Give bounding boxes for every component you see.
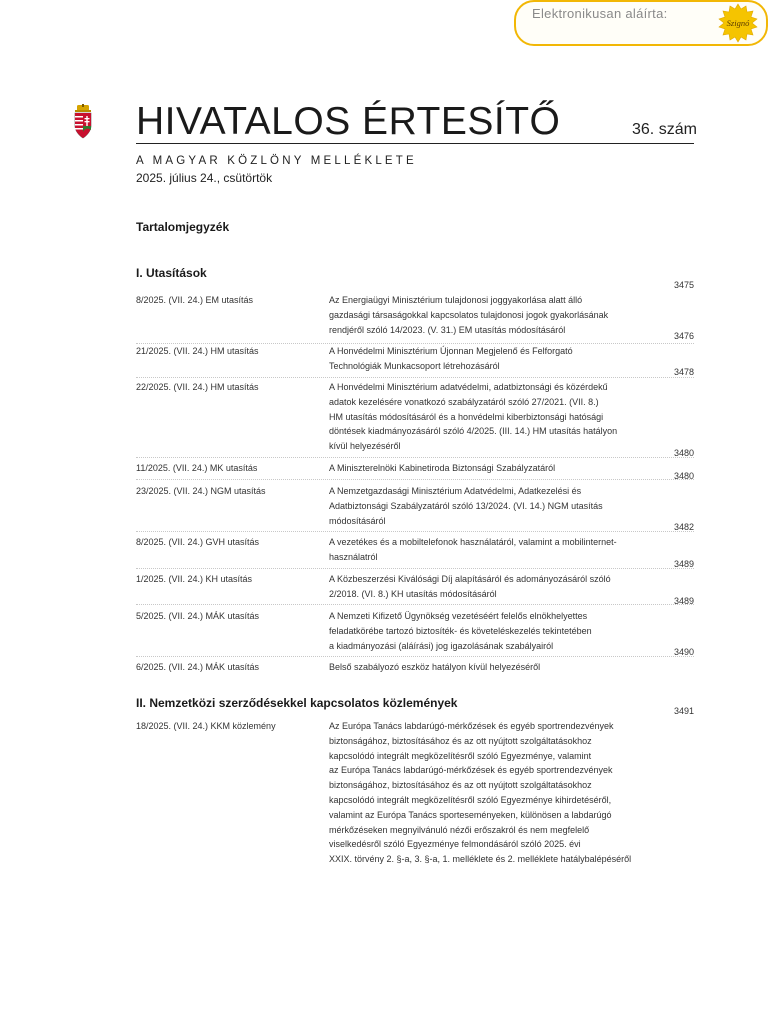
entry-divider <box>136 568 694 569</box>
entry-page-number: 3489 <box>673 596 694 607</box>
signature-label: Elektronikusan aláírta: <box>532 6 668 21</box>
entry-page-number: 3490 <box>673 647 694 658</box>
entry-reference: 8/2025. (VII. 24.) GVH utasítás <box>136 537 260 547</box>
header-divider <box>136 143 694 144</box>
entry-reference: 22/2025. (VII. 24.) HM utasítás <box>136 382 259 392</box>
entry-page-number: 3480 <box>673 448 694 459</box>
signature-seal-icon <box>718 3 758 43</box>
entry-description: A vezetékes és a mobiltelefonok használatáról, valamint a mobilinternet- használatról <box>329 537 617 562</box>
entry-divider <box>136 656 694 657</box>
entry-page-number: 3478 <box>673 367 694 378</box>
entry-reference: 6/2025. (VII. 24.) MÁK utasítás <box>136 662 260 672</box>
entry-description: A Nemzeti Kifizető Ügynökség vezetéséért felelős elnökhelyettes feladatkörébe tartozó biztosíték- és követeléskezelés tekintetében a kiadmányozási (aláírási) jog igazolásának szabályairól <box>329 611 592 651</box>
entry-reference: 18/2025. (VII. 24.) KKM közlemény <box>136 721 276 731</box>
entry-description: Az Energiaügyi Minisztérium tulajdonosi joggyakorlása alatt álló gazdasági társaságokkal kapcsolatos tulajdonosi jogok gyakorlásának rendjéről szóló 14/2023. (V. 31.) EM utasítás módosításáról <box>329 295 609 335</box>
entry-page-number: 3476 <box>673 331 694 342</box>
entry-description: Az Európa Tanács labdarúgó-mérkőzések és egyéb sportrendezvények biztonságához, biztosításához és az ott nyújtott szolgáltatásokhoz kapcsolódó integrált megközelítésről szóló Egyezménye, valamint az Európa Tanács labdarúgó-mérkőzések és egyéb sportrendezvények biztonságához, biztosításához és az ott nyújtott szolgáltatásokhoz kapcsolódó integrált megközelítésről szóló Egyezménye kihirdetéséről, valamint az Európa Tanács sporteseményeken, különösen a labdarúgó mérkőzéseken megnyilvánuló nézői erőszakról és nem megfelelő viselkedésről szóló Egyezménye felmondásáról szóló 2025. évi XXIX. törvény 2. §-a, 3. §-a, 1. melléklete és 2. melléklete hatálybalépéséről <box>329 721 632 865</box>
entry-description: A Nemzetgazdasági Minisztérium Adatvédelmi, Adatkezelési és Adatbiztonsági Szabályzatáról szóló 13/2024. (VI. 14.) NGM utasítás módosításáról <box>329 486 603 526</box>
entry-reference: 11/2025. (VII. 24.) MK utasítás <box>136 463 258 473</box>
issue-number: 36. szám <box>632 121 697 138</box>
entry-description: Belső szabályozó eszköz hatályon kívül helyezéséről <box>329 662 541 672</box>
entry-divider <box>136 531 694 532</box>
entry-description: A Honvédelmi Minisztérium adatvédelmi, adatbiztonsági és közérdekű adatok kezelésére vonatkozó szabályzatáról szóló 27/2021. (VII. 8.) HM utasítás módosításáról és a honvédelmi kiberbiztonsági hatósági döntések kiadmányozásáról szóló 4/2025. (III. 14.) HM utasítás hatályon kívül helyezéséről <box>329 382 618 452</box>
entry-page-number: 3491 <box>673 706 694 717</box>
entry-reference: 1/2025. (VII. 24.) KH utasítás <box>136 574 253 584</box>
entry-description: A Közbeszerzési Kiválósági Díj alapításáról és adományozásáról szóló 2/2018. (VI. 8.) KH utasítás módosításáról <box>329 574 611 599</box>
publication-subtitle: A MAGYAR KÖZLÖNY MELLÉKLETE <box>136 155 417 167</box>
entry-divider <box>136 604 694 605</box>
entry-divider <box>136 377 694 378</box>
entry-reference: 21/2025. (VII. 24.) HM utasítás <box>136 346 259 356</box>
section-heading-nemzetkozi-szerzodesek: II. Nemzetközi szerződésekkel kapcsolatos közlemények <box>136 696 458 710</box>
entry-page-number: 3482 <box>673 522 694 533</box>
entry-divider <box>136 479 694 480</box>
publication-date: 2025. július 24., csütörtök <box>136 171 273 185</box>
entry-reference: 5/2025. (VII. 24.) MÁK utasítás <box>136 611 260 621</box>
entry-description: A Honvédelmi Minisztérium Újonnan Megjelenő és Felforgató Technológiák Munkacsoport létrehozásáról <box>329 346 573 371</box>
section-heading-utasitasok: I. Utasítások <box>136 266 207 280</box>
hungarian-coat-of-arms-icon <box>71 104 95 140</box>
toc-heading: Tartalomjegyzék <box>136 220 230 234</box>
entry-page-number: 3489 <box>673 559 694 570</box>
entry-reference: 8/2025. (VII. 24.) EM utasítás <box>136 295 254 305</box>
entry-page-number: 3475 <box>673 280 694 291</box>
entry-description: A Miniszterelnöki Kabinetiroda Biztonsági Szabályzatáról <box>329 463 556 473</box>
page-title: HIVATALOS ÉRTESÍTŐ <box>136 100 561 143</box>
entry-reference: 23/2025. (VII. 24.) NGM utasítás <box>136 486 266 496</box>
seal-text: Szignó <box>726 18 750 28</box>
entry-page-number: 3480 <box>673 471 694 482</box>
entry-divider <box>136 457 694 458</box>
